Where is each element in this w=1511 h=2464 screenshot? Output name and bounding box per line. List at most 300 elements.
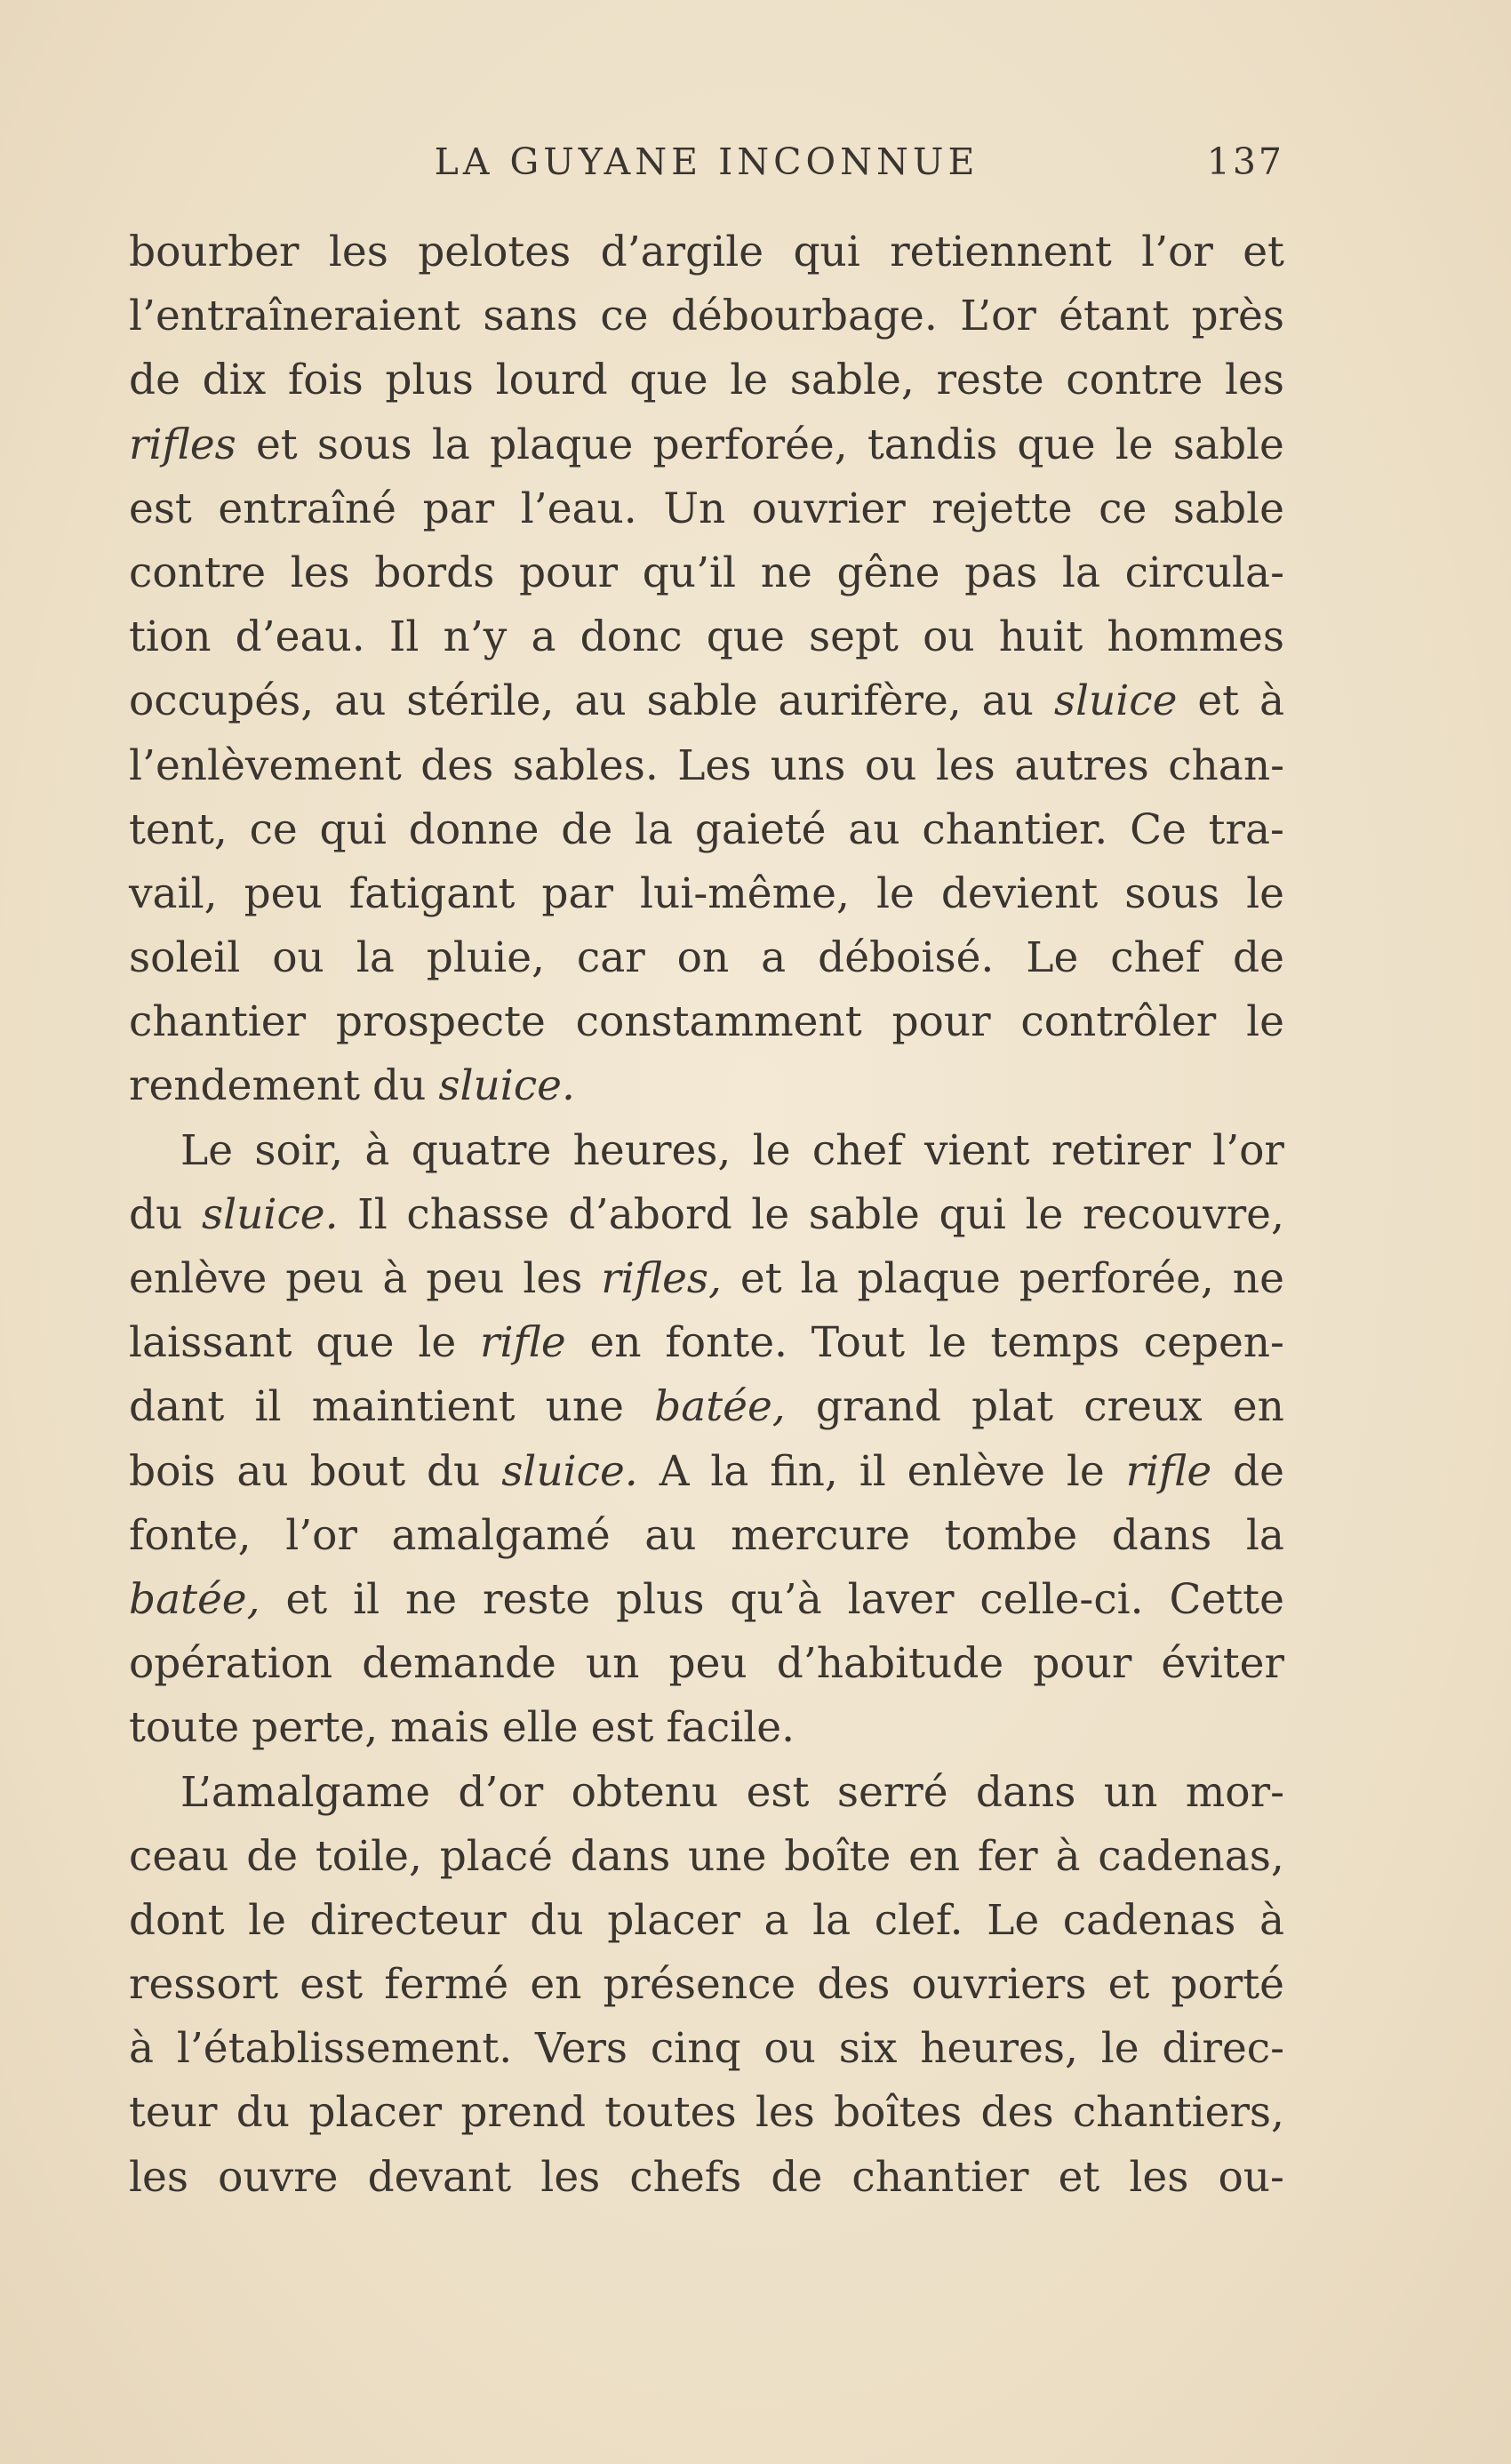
word: chan- bbox=[1168, 740, 1284, 790]
word: et bbox=[1058, 2152, 1100, 2202]
word: chefs bbox=[629, 2152, 742, 2202]
word: laver bbox=[847, 1574, 955, 1624]
text-line bbox=[129, 220, 1284, 284]
word: et bbox=[1197, 676, 1240, 726]
word: tombe bbox=[944, 1510, 1078, 1560]
word: plus bbox=[616, 1574, 705, 1624]
word: le bbox=[751, 1189, 790, 1239]
word: recouvre, bbox=[1082, 1189, 1284, 1239]
word: batée, bbox=[654, 1382, 786, 1432]
text-line bbox=[129, 1311, 1284, 1375]
word: cadenas bbox=[1062, 1895, 1236, 1945]
word: sluice. bbox=[501, 1446, 638, 1496]
word: ne bbox=[405, 1574, 458, 1624]
word: a bbox=[763, 1895, 789, 1945]
word: une bbox=[545, 1382, 624, 1432]
word: et bbox=[1243, 228, 1284, 276]
word: ou bbox=[864, 740, 917, 790]
word: le bbox=[730, 356, 769, 405]
word: bois bbox=[129, 1446, 216, 1496]
word: ou bbox=[923, 612, 975, 662]
text-line bbox=[129, 1440, 1284, 1504]
word: fin, bbox=[770, 1446, 838, 1496]
word: du bbox=[129, 1189, 183, 1239]
word: Il bbox=[357, 1189, 388, 1239]
word: a bbox=[531, 612, 556, 662]
word: la bbox=[431, 420, 470, 469]
word: le bbox=[1025, 1189, 1064, 1239]
word: ce bbox=[1099, 484, 1147, 533]
word: elle bbox=[501, 1703, 579, 1753]
word: circula- bbox=[1124, 548, 1284, 597]
word: que bbox=[1017, 420, 1096, 469]
word: présence bbox=[603, 1960, 796, 2010]
word: sable bbox=[1172, 420, 1284, 469]
word: les bbox=[290, 548, 350, 597]
word: débourbage. bbox=[670, 292, 938, 341]
word: uns bbox=[770, 740, 846, 790]
word: gaieté bbox=[694, 804, 827, 854]
word: le bbox=[752, 1125, 791, 1175]
text-line bbox=[129, 1825, 1284, 1889]
word: par bbox=[422, 484, 495, 533]
word: du bbox=[236, 2088, 291, 2138]
word: direc- bbox=[1162, 2024, 1284, 2074]
text-line bbox=[129, 1696, 1284, 1760]
word: fermé bbox=[384, 1960, 509, 2010]
word: au bbox=[848, 804, 900, 854]
word: clef. bbox=[874, 1895, 963, 1945]
word: sous bbox=[1124, 868, 1220, 918]
word: un bbox=[585, 1639, 640, 1689]
word: l’établissement. bbox=[176, 2024, 513, 2074]
word: Le bbox=[987, 1895, 1040, 1945]
word: en bbox=[589, 1318, 642, 1368]
word: en bbox=[1232, 1382, 1284, 1432]
word: la bbox=[356, 933, 395, 983]
word: placer bbox=[308, 2088, 443, 2138]
text-line bbox=[129, 1054, 1284, 1118]
word: sluice. bbox=[201, 1189, 339, 1239]
word: par bbox=[541, 868, 613, 918]
word: le bbox=[1100, 2024, 1139, 2074]
word: une bbox=[688, 1831, 767, 1881]
word: obtenu bbox=[571, 1767, 719, 1817]
word: tra- bbox=[1208, 804, 1284, 854]
word: devient bbox=[940, 868, 1099, 918]
word: près bbox=[1191, 292, 1284, 341]
word: peu bbox=[244, 868, 323, 918]
word: ouvrier bbox=[751, 484, 906, 533]
word: facile. bbox=[666, 1703, 795, 1753]
word: est bbox=[746, 1767, 810, 1817]
word: au bbox=[236, 1446, 289, 1496]
word: Tout bbox=[811, 1318, 905, 1368]
word: enlève bbox=[907, 1446, 1045, 1496]
word: mor- bbox=[1185, 1767, 1284, 1817]
word: rejette bbox=[931, 484, 1073, 533]
text-line bbox=[129, 2146, 1284, 2210]
word: boîte bbox=[784, 1831, 891, 1881]
word: pour bbox=[518, 548, 619, 597]
word: fatigant bbox=[348, 868, 516, 918]
word: qu’il bbox=[642, 548, 737, 597]
word: rendement bbox=[129, 1061, 360, 1111]
word: chasse bbox=[406, 1189, 550, 1239]
word: à bbox=[382, 1254, 408, 1303]
word: cepen- bbox=[1143, 1318, 1284, 1368]
word: d’abord bbox=[568, 1189, 732, 1239]
word: dix bbox=[202, 356, 267, 405]
word: la bbox=[812, 1895, 851, 1945]
word: maintient bbox=[311, 1382, 516, 1432]
word: boîtes bbox=[834, 2088, 963, 2138]
word: qui bbox=[319, 804, 387, 854]
word: bords bbox=[374, 548, 495, 597]
word: vail, bbox=[129, 868, 218, 918]
word: il bbox=[353, 1574, 380, 1624]
word: le bbox=[875, 868, 915, 918]
word: temps bbox=[990, 1318, 1120, 1368]
word: fonte. bbox=[665, 1318, 787, 1368]
text-line bbox=[129, 1247, 1284, 1311]
running-title: LA GUYANE INCONNUE bbox=[434, 140, 979, 183]
text-line bbox=[129, 1889, 1284, 1953]
word: perforée, bbox=[652, 420, 848, 469]
word: L’amalgame bbox=[180, 1767, 431, 1817]
word: chantiers, bbox=[1072, 2088, 1284, 2138]
word: plaque bbox=[490, 420, 634, 469]
word: enlève bbox=[129, 1254, 268, 1303]
word: l’or bbox=[1141, 228, 1213, 276]
word: plat bbox=[971, 1382, 1054, 1432]
word: la bbox=[710, 1446, 749, 1496]
word: rifle bbox=[1125, 1446, 1212, 1496]
word: ce bbox=[600, 292, 649, 341]
word: sluice. bbox=[438, 1061, 575, 1111]
word: serré bbox=[836, 1767, 948, 1817]
word: les bbox=[1224, 356, 1284, 405]
word: dans bbox=[570, 1831, 671, 1881]
word: rifles bbox=[129, 420, 236, 469]
word: bout bbox=[309, 1446, 406, 1496]
text-line bbox=[129, 862, 1284, 926]
word: n’y bbox=[443, 612, 508, 662]
word: devant bbox=[367, 2152, 512, 2202]
word: Les bbox=[677, 740, 752, 790]
word: demande bbox=[362, 1639, 556, 1689]
word: pluie, bbox=[426, 933, 545, 983]
word: en bbox=[908, 1831, 961, 1881]
word: amalgamé bbox=[391, 1510, 611, 1560]
word: il bbox=[859, 1446, 886, 1496]
word: cinq bbox=[650, 2024, 741, 2074]
word: sable bbox=[1172, 484, 1284, 533]
word: chef bbox=[1110, 933, 1202, 983]
word: au bbox=[981, 676, 1034, 726]
word: Le bbox=[1026, 933, 1079, 983]
word: heures, bbox=[920, 2024, 1078, 2074]
text-line bbox=[129, 1375, 1284, 1439]
word: ne bbox=[760, 548, 812, 597]
word: ressort bbox=[129, 1960, 279, 2010]
word: on bbox=[676, 933, 730, 983]
word: du bbox=[426, 1446, 481, 1496]
word: donc bbox=[580, 612, 683, 662]
word: Le bbox=[180, 1125, 234, 1175]
word: perte, bbox=[252, 1703, 379, 1753]
word: donne bbox=[408, 804, 540, 854]
word: placer bbox=[607, 1895, 740, 1945]
word: et bbox=[1107, 1960, 1150, 2010]
word: l’eau. bbox=[520, 484, 637, 533]
word: les bbox=[1129, 2152, 1189, 2202]
word: vient bbox=[923, 1125, 1030, 1175]
word: fois bbox=[287, 356, 364, 405]
page-header bbox=[129, 140, 1284, 194]
word: cadenas, bbox=[1098, 1831, 1284, 1881]
word: reste bbox=[936, 356, 1044, 405]
word: Vers bbox=[535, 2024, 628, 2074]
word: tandis bbox=[867, 420, 998, 469]
word: à bbox=[129, 2024, 155, 2074]
word: aurifère, bbox=[778, 676, 962, 726]
word: constamment bbox=[575, 997, 862, 1047]
word: qui bbox=[939, 1189, 1006, 1239]
word: pour bbox=[891, 997, 991, 1047]
word: retirer bbox=[1051, 1125, 1191, 1175]
word: plus bbox=[385, 356, 474, 405]
word: rifle bbox=[479, 1318, 566, 1368]
word: ne bbox=[1232, 1254, 1284, 1303]
word: les bbox=[540, 2152, 601, 2202]
word: Un bbox=[663, 484, 726, 533]
word: prospecte bbox=[335, 997, 546, 1047]
word: les bbox=[328, 228, 388, 276]
word: à bbox=[1055, 1831, 1081, 1881]
word: des bbox=[817, 1960, 891, 2010]
word: stérile, bbox=[406, 676, 555, 726]
word: hommes bbox=[1107, 612, 1284, 662]
word: mercure bbox=[731, 1510, 910, 1560]
word: sable bbox=[646, 676, 758, 726]
word: un bbox=[1103, 1767, 1158, 1817]
word: creux bbox=[1083, 1382, 1203, 1432]
word: et bbox=[285, 1574, 328, 1624]
word: le bbox=[248, 1895, 286, 1945]
word: occupés, bbox=[129, 676, 315, 726]
word: autres bbox=[1014, 740, 1149, 790]
word: perforée, bbox=[1019, 1254, 1214, 1303]
word: le bbox=[418, 1318, 457, 1368]
word: a bbox=[761, 933, 787, 983]
word: le bbox=[1246, 997, 1284, 1047]
word: ou- bbox=[1218, 2152, 1284, 2202]
text-line bbox=[129, 1632, 1284, 1696]
word: d’argile bbox=[600, 228, 764, 276]
word: retiennent bbox=[890, 228, 1112, 276]
word: ou bbox=[763, 2024, 816, 2074]
word: directeur bbox=[309, 1895, 507, 1945]
word: bourber bbox=[129, 228, 300, 276]
word: L’or bbox=[960, 292, 1036, 341]
text-line bbox=[129, 2081, 1284, 2145]
text-line bbox=[129, 1953, 1284, 2017]
word: celle-ci. bbox=[979, 1574, 1144, 1624]
word: toile, bbox=[315, 1831, 422, 1881]
word: de bbox=[771, 2152, 823, 2202]
word: chantier bbox=[129, 997, 307, 1047]
text-line bbox=[129, 2017, 1284, 2081]
word: heures, bbox=[572, 1125, 732, 1175]
word: placé bbox=[439, 1831, 553, 1881]
word: l’entraîneraient bbox=[129, 292, 461, 341]
word: à bbox=[1259, 1895, 1284, 1945]
word: ouvriers bbox=[911, 1960, 1087, 2010]
word: entraîné bbox=[218, 484, 396, 533]
word: dans bbox=[975, 1767, 1076, 1817]
word: d’or bbox=[458, 1767, 544, 1817]
word: la bbox=[1061, 548, 1100, 597]
word: les bbox=[523, 1254, 583, 1303]
word: est bbox=[590, 1703, 654, 1753]
word: sluice bbox=[1053, 676, 1178, 726]
word: chef bbox=[811, 1125, 903, 1175]
word: éviter bbox=[1161, 1639, 1284, 1689]
word: l’or bbox=[285, 1510, 357, 1560]
word: du bbox=[372, 1061, 427, 1111]
word: du bbox=[530, 1895, 584, 1945]
word: sept bbox=[809, 612, 899, 662]
word: soir, bbox=[254, 1125, 344, 1175]
text-line bbox=[129, 413, 1284, 477]
word: l’or bbox=[1212, 1125, 1284, 1175]
word: batée, bbox=[129, 1574, 260, 1624]
word: dant bbox=[129, 1382, 225, 1432]
word: soleil bbox=[129, 933, 241, 983]
word: six bbox=[838, 2024, 898, 2074]
word: ceau bbox=[129, 1831, 229, 1881]
text-line bbox=[129, 798, 1284, 862]
word: gêne bbox=[836, 548, 940, 597]
text-line bbox=[129, 477, 1284, 541]
word: de bbox=[561, 804, 613, 854]
word: toute bbox=[129, 1703, 240, 1753]
word: est bbox=[129, 484, 192, 533]
word: les bbox=[935, 740, 995, 790]
text-line bbox=[129, 1119, 1284, 1183]
word: est bbox=[300, 1960, 364, 2010]
word: reste bbox=[483, 1574, 591, 1624]
text-line bbox=[129, 734, 1284, 798]
word: lourd bbox=[495, 356, 608, 405]
text-line bbox=[129, 669, 1284, 733]
word: le bbox=[1246, 868, 1284, 918]
word: pas bbox=[964, 548, 1038, 597]
word: sable, bbox=[789, 356, 915, 405]
word: de bbox=[129, 356, 180, 405]
word: que bbox=[316, 1318, 395, 1368]
word: pelotes bbox=[418, 228, 572, 276]
word: grand bbox=[815, 1382, 941, 1432]
word: chantier bbox=[851, 2152, 1029, 2202]
word: qui bbox=[793, 228, 860, 276]
word: contrôler bbox=[1020, 997, 1217, 1047]
word: la bbox=[634, 804, 674, 854]
word: pour bbox=[1033, 1639, 1132, 1689]
word: d’habitude bbox=[776, 1639, 1004, 1689]
word: tion bbox=[129, 612, 212, 662]
word: fonte, bbox=[129, 1510, 252, 1560]
word: peu bbox=[426, 1254, 505, 1303]
page-number: 137 bbox=[1206, 140, 1284, 183]
word: chantier. bbox=[922, 804, 1108, 854]
word: Il bbox=[388, 612, 420, 662]
word: le bbox=[1115, 420, 1154, 469]
text-line bbox=[129, 1504, 1284, 1568]
word: la bbox=[800, 1254, 839, 1303]
word: opération bbox=[129, 1639, 333, 1689]
word: sable bbox=[808, 1189, 920, 1239]
word: au bbox=[644, 1510, 697, 1560]
word: que bbox=[629, 356, 708, 405]
word: le bbox=[928, 1318, 967, 1368]
text-line bbox=[129, 1568, 1284, 1632]
word: à bbox=[364, 1125, 390, 1175]
word: étant bbox=[1059, 292, 1170, 341]
text-line bbox=[129, 1183, 1284, 1247]
word: ouvre bbox=[218, 2152, 339, 2202]
word: mais bbox=[390, 1703, 490, 1753]
word: au bbox=[574, 676, 627, 726]
word: car bbox=[576, 933, 645, 983]
word: peu bbox=[668, 1639, 748, 1689]
word: et bbox=[740, 1254, 782, 1303]
word: que bbox=[706, 612, 785, 662]
word: et bbox=[255, 420, 298, 469]
word: lui-même, bbox=[640, 868, 850, 918]
text-line bbox=[129, 1761, 1284, 1825]
word: la bbox=[1245, 1510, 1284, 1560]
word: en bbox=[530, 1960, 582, 2010]
word: laissant bbox=[129, 1318, 292, 1368]
word: teur bbox=[129, 2088, 218, 2138]
word: huit bbox=[998, 612, 1083, 662]
word: contre bbox=[1066, 356, 1203, 405]
word: ou bbox=[272, 933, 324, 983]
text-line bbox=[129, 541, 1284, 605]
word: quatre bbox=[411, 1125, 552, 1175]
text-line bbox=[129, 605, 1284, 669]
word: de bbox=[1233, 1446, 1284, 1496]
word: dans bbox=[1111, 1510, 1212, 1560]
word: ce bbox=[249, 804, 298, 854]
word: plaque bbox=[857, 1254, 1001, 1303]
word: rifles, bbox=[601, 1254, 722, 1303]
word: Cette bbox=[1169, 1574, 1284, 1624]
word: le bbox=[1066, 1446, 1105, 1496]
text-line bbox=[129, 990, 1284, 1054]
word: au bbox=[334, 676, 387, 726]
word: sans bbox=[483, 292, 578, 341]
text-line bbox=[129, 348, 1284, 412]
word: déboisé. bbox=[818, 933, 995, 983]
word: les bbox=[755, 2088, 815, 2138]
word: peu bbox=[285, 1254, 364, 1303]
word: de bbox=[246, 1831, 299, 1881]
word: porté bbox=[1171, 1960, 1284, 2010]
word: dont bbox=[129, 1895, 225, 1945]
